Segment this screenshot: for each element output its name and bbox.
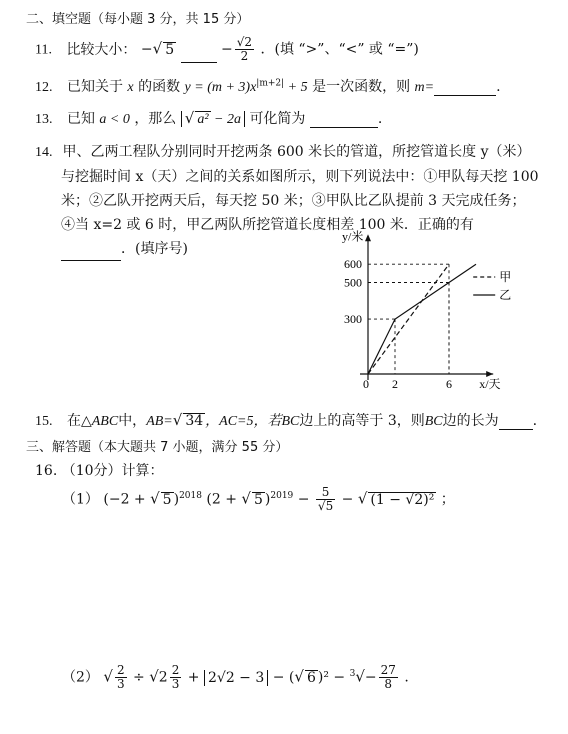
answer-blank-12[interactable] <box>434 95 496 96</box>
section-2-title: 二、填空题（每小题 3 分，共 15 分） <box>26 12 250 27</box>
mixed-fraction-2-2-3: $\frac{2}{3}$ <box>171 663 180 691</box>
section-3-title: 三、解答题（本大题共 7 小题，满分 55 分） <box>26 440 289 455</box>
fraction-5-over-sqrt5: $\frac{5}{√5}$ <box>317 485 334 513</box>
question-15: 15. 在△ABC中，AB=√ 34 ，AC=5，若BC边上的高等于 3，则BC边的长为 . <box>35 411 538 429</box>
question-number: 15. <box>35 414 53 429</box>
q11-minus-b: − <box>221 41 233 58</box>
fraction-sqrt2-over-2: $\frac{√2}{2}$ <box>236 35 253 63</box>
absolute-value-expression: 2√2 − 3 <box>204 670 268 686</box>
question-14: 14. 甲、乙两工程队分别同时开挖两条 600 米长的管道，所挖管道长度 y（米） 与挖掘时间 x（天）之间的关系如图所示，则下列说法中：①甲队每天挖 100 米；②乙队开挖两天后，每天挖 50 米；③甲队比乙队提前 3 天完成任务； ④当 x=2 或 6 时，甲乙两队所挖管道长度相差 100 米．正确的有 ．(填序号) <box>35 140 539 261</box>
question-11: 11. 比较大小： −√ 5 − $\frac{√2}{2}$ ．(填 “>”、“<” 或 “=”) <box>35 35 419 63</box>
origin-label: 0 <box>363 377 369 391</box>
q12-equation: y = (m + 3)x <box>184 80 257 95</box>
q11-minus-a: − <box>140 41 153 58</box>
q16-part-1: （1） (−2 + √ 5 )$^{2018}$ (2 + √ 5 )$^{2019}$ − $\frac{5}{√5}$ − √ (1 − √2)² ； <box>62 485 455 513</box>
question-16-heading: 16. （10分）计算： <box>35 463 164 479</box>
answer-blank-14[interactable] <box>61 260 121 261</box>
answer-blank-15[interactable] <box>499 429 533 430</box>
legend-label-甲: 甲 <box>499 270 512 285</box>
series-line-乙 <box>368 264 476 374</box>
question-13: 13. 已知 a < 0 ，那么 √ a² − 2a 可化简为 . <box>35 109 383 127</box>
legend-label-乙: 乙 <box>499 288 512 303</box>
x-tick-label: 2 <box>392 377 398 391</box>
fraction-2-over-3: $\frac{2}{3}$ <box>116 663 125 691</box>
line-chart <box>320 229 535 394</box>
question-12: 12. 已知关于 x 的函数 $y = (m + 3)x^{|m+2|} + 5$ 是一次函数，则 m= . <box>35 78 501 95</box>
q11-lead: 比较大小： <box>66 41 137 58</box>
absolute-value-expression: √ a² − 2a <box>181 111 245 127</box>
y-axis-label: y/米 <box>342 229 364 244</box>
question-number: 13. <box>35 112 53 127</box>
q11-tail: ．(填 “>”、“<” 或 “=”) <box>260 41 419 58</box>
answer-blank-13[interactable] <box>310 127 378 128</box>
q16-part-2: （2） √ $\frac{2}{3}$ ÷ √2 $\frac{2}{3}$ + 2√2 − 3 − (√ 6 )² − $^3$√− $\frac{27}{8}$ . <box>62 663 409 691</box>
fraction-27-over-8: $\frac{27}{8}$ <box>380 663 396 691</box>
answer-blank-11[interactable] <box>181 62 217 63</box>
question-number: 14. <box>35 145 53 160</box>
x-tick-label: 6 <box>446 377 452 391</box>
x-axis-label: x/天 <box>479 377 501 391</box>
y-tick-label: 600 <box>344 257 362 272</box>
y-tick-label: 300 <box>344 312 362 327</box>
sqrt-5: 5 <box>165 41 175 58</box>
question-number: 11. <box>35 42 52 58</box>
question-number: 12. <box>35 80 53 95</box>
y-tick-label: 500 <box>344 275 362 290</box>
